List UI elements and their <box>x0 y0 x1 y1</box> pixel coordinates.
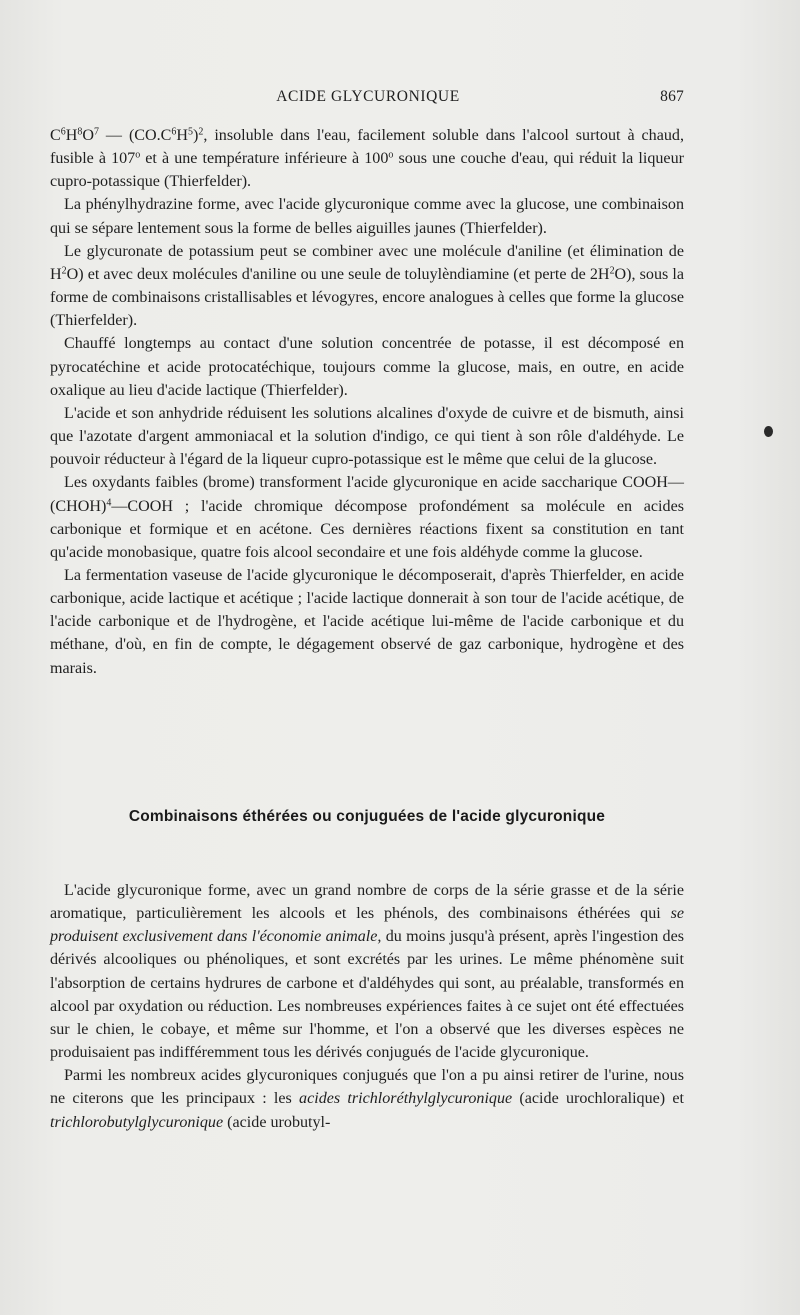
section-heading: Combinaisons éthérées ou conjuguées de l'acide glycuronique <box>128 808 606 825</box>
running-title: ACIDE GLYCURONIQUE <box>276 88 460 105</box>
paragraph: Les oxydants faibles (brome) transforment l'acide glycuronique en acide saccharique COOH—(CHOH)$^4$—COOH ; l'acide chromique décompose profondément sa molécule en acides carbonique et formique et en acétone. Ces dernières réactions fixent sa constitution en tant qu'acide monobasique, quatre fois alcool secondaire et une fois aldéhyde comme la glucose. <box>50 474 684 561</box>
text-block-1 <box>50 124 684 680</box>
paragraph: L'acide glycuronique forme, avec un grand nombre de corps de la série grasse et de la série aromatique, particulièrement les alcools et les phénols, des combinaisons éthérées qui se produisent exclusivement dans l'économie animale, du moins jusqu'à présent, après l'ingestion des dérivés alcooliques ou phénoliques, et sont excrétés par les urines. Le même phénomène suit l'absorption de certains hydrures de carbone et d'aldéhydes qui sont, au préalable, transformés en alcool par oxydation ou réduction. Les nombreuses expériences faites à ce sujet ont été effectuées sur le chien, le cobaye, et même sur l'homme, et l'on a observé que les diverses espèces ne produisaient pas indifféremment tous les dérivés conjugués de l'acide glycuronique. <box>50 882 685 1062</box>
paragraph: L'acide et son anhydride réduisent les solutions alcalines d'oxyde de cuivre et de bismuth, ainsi que l'azotate d'argent ammoniacal et la solution d'indigo, ce qui tient à son rôle d'aldéhyde. Le pouvoir réducteur à l'égard de la liqueur cupro-potassique est le même que celui de la glucose. <box>50 404 684 469</box>
page-header <box>52 88 684 110</box>
paragraph: $C^6H^8O^7$ — $(CO.C^6H^5)^2$, insoluble dans l'eau, facilement soluble dans l'alcool surtout à chaud, fusible à 107$^o$ et à une température inférieure à 100$^o$ sous une couche d'eau, qui réduit la liqueur cupro-potassique (Thierfelder). <box>50 126 684 191</box>
paragraph: Parmi les nombreux acides glycuroniques conjugués que l'on a pu ainsi retirer de l'urine, nous ne citerons que les principaux : les acides trichloréthylglycuronique (acide urochloralique) et trichlorobutylglycuronique (acide urobutyl- <box>50 1067 684 1131</box>
paragraph: Le glycuronate de potassium peut se combiner avec une molécule d'aniline (et élimination de $H^2O$) et avec deux molécules d'aniline ou une seule de toluylèndiamine (et perte de $2H^2O$), sous la forme de combinaisons cristallisables et lévogyres, encore analogues à celles que forme la glucose (Thierfelder). <box>50 242 684 330</box>
paragraph: La fermentation vaseuse de l'acide glycuronique le décomposerait, d'après Thierfelder, en acide carbonique, acide lactique et acétique ; l'acide lactique donnerait à son tour de l'acide acétique, de l'acide carbonique et de l'hydrogène, et l'acide acétique lui-même de l'acide carbonique et du méthane, d'où, en fin de compte, le dégagement observé de gaz carbonique, hydrogène et des marais. <box>50 566 684 677</box>
paragraph: Chauffé longtemps au contact d'une solution concentrée de potasse, il est décomposé en pyrocatéchine et acide protocatéchique, toujours comme la glucose, mais, en outre, en acide oxalique au lieu d'acide lactique (Thierfelder). <box>50 335 684 399</box>
text-block-2 <box>50 879 684 1134</box>
page-number: 867 <box>660 88 684 105</box>
margin-ink-dot <box>764 426 773 437</box>
paragraph: La phénylhydrazine forme, avec l'acide glycuronique comme avec la glucose, une combinaison qui se sépare lentement sous la forme de belles aiguilles jaunes (Thierfelder). <box>50 196 684 237</box>
